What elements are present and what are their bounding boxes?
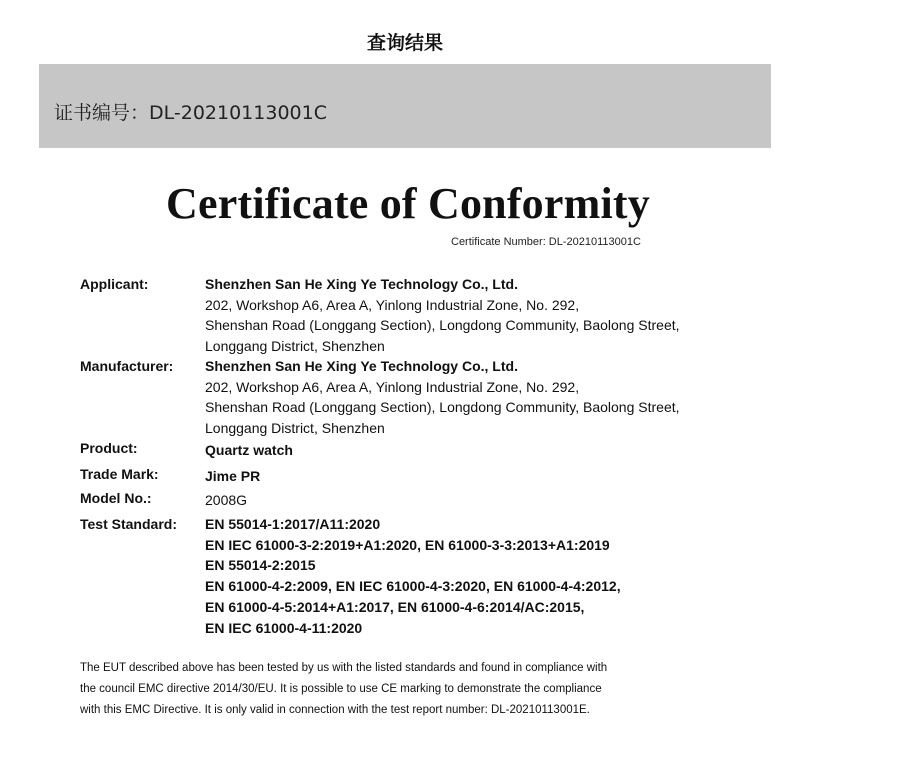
product-value: Quartz watch bbox=[205, 442, 293, 458]
test-standard-label: Test Standard: bbox=[80, 516, 177, 532]
product-label: Product: bbox=[80, 440, 138, 456]
manufacturer-value bbox=[205, 356, 680, 439]
model-no-value: 2008G bbox=[205, 492, 248, 508]
manufacturer-name: Shenzhen San He Xing Ye Technology Co., Ltd. bbox=[205, 358, 518, 374]
test-standard-line: EN IEC 61000-4-11:2020 bbox=[205, 619, 363, 636]
certificate-number-line: Certificate Number: DL-20210113001C bbox=[451, 236, 641, 248]
manufacturer-address-line: Longgang District, Shenzhen bbox=[205, 420, 385, 437]
test-standard-line: EN 61000-4-2:2009, EN IEC 61000-4-3:2020, EN 61000-4-4:2012, bbox=[205, 578, 621, 595]
test-standard-line: EN 55014-1:2017/A11:2020 bbox=[205, 516, 381, 532]
applicant-name: Shenzhen San He Xing Ye Technology Co., Ltd. bbox=[205, 276, 518, 292]
certificate-heading: Certificate of Conformity bbox=[166, 179, 650, 228]
trade-mark-label: Trade Mark: bbox=[80, 466, 159, 482]
applicant-address-line: 202, Workshop A6, Area A, Yinlong Industrial Zone, No. 292, bbox=[205, 296, 580, 313]
test-standard-line: EN 55014-2:2015 bbox=[205, 557, 316, 574]
manufacturer-label: Manufacturer: bbox=[80, 358, 174, 374]
page-title: 查询结果 bbox=[366, 32, 443, 54]
test-standard-value bbox=[205, 514, 621, 638]
compliance-statement bbox=[80, 658, 740, 721]
applicant-address-line: Shenshan Road (Longgang Section), Longdong Community, Baolong Street, bbox=[205, 317, 680, 334]
test-standard-line: EN 61000-4-5:2014+A1:2017, EN 61000-4-6:2014/AC:2015, bbox=[205, 598, 585, 615]
statement-line: The EUT described above has been tested by us with the listed standards and found in compliance with bbox=[80, 662, 608, 674]
applicant-value bbox=[205, 274, 680, 357]
test-standard-line: EN IEC 61000-3-2:2019+A1:2020, EN 61000-3-3:2013+A1:2019 bbox=[205, 536, 610, 553]
trade-mark-value: Jime PR bbox=[205, 468, 261, 484]
applicant-label: Applicant: bbox=[80, 276, 149, 292]
manufacturer-address-line: Shenshan Road (Longgang Section), Longdong Community, Baolong Street, bbox=[205, 399, 680, 416]
statement-line: the council EMC directive 2014/30/EU. It is possible to use CE marking to demonstrate the compliance bbox=[80, 683, 602, 695]
applicant-address-line: Longgang District, Shenzhen bbox=[205, 338, 385, 355]
statement-line: with this EMC Directive. It is only valid in connection with the test report number: DL-20210113001E. bbox=[80, 704, 590, 716]
model-no-label: Model No.: bbox=[80, 490, 152, 506]
manufacturer-address-line: 202, Workshop A6, Area A, Yinlong Industrial Zone, No. 292, bbox=[205, 378, 580, 395]
certificate-number-label: 证书编号：DL-20210113001C bbox=[54, 102, 327, 124]
